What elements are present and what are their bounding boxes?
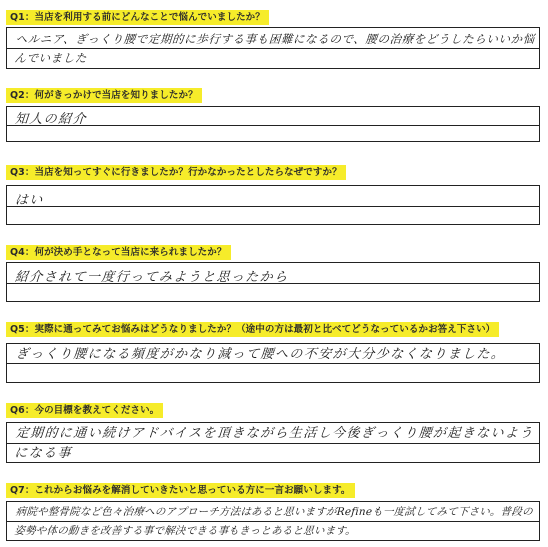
answer-1-box	[6, 27, 540, 69]
answer-7-box	[6, 501, 540, 541]
question-6-label: Q6：今の目標を教えてください。	[6, 403, 163, 418]
question-4-label: Q4：何が決め手となって当店に来られましたか？	[6, 245, 231, 260]
answer-5-box	[6, 343, 540, 383]
answer-3-box	[6, 185, 540, 225]
question-2-label: Q2：何がきっかけで当店を知りましたか？	[6, 88, 202, 103]
answer-6-box	[6, 422, 540, 463]
answer-6-line-1: 定期的に通い続けアドバイスを頂きながら生活し今後ぎっくり腰が起きないようになる事	[13, 426, 535, 461]
answer-2-box	[6, 106, 540, 142]
answer-3-line-1: はい	[14, 193, 45, 208]
answer-1-line-1: ヘルニア、ぎっくり腰で定期的に歩行する事も困難になるので、腰の治療をどうしたらいいか悩んでいました	[13, 32, 536, 65]
question-3-label: Q3：当店を知ってすぐに行きましたか？行かなかったとしたらなぜですか？	[6, 165, 346, 180]
answer-4-line-1: 紹介されて一度行ってみようと思ったから	[14, 270, 289, 285]
answer-4-box	[6, 262, 540, 302]
question-7-label: Q7：これからお悩みを解消していきたいと思っている方に一言お願いします。	[6, 483, 355, 498]
question-1-label: Q1：当店を利用する前にどんなことで悩んでいましたか？	[6, 10, 269, 25]
question-5-label: Q5：実際に通ってみてお悩みはどうなりましたか？（途中の方は最初と比べてどうなっているかお答え下さい）	[6, 322, 499, 337]
answer-7-line-1: 病院や整骨院など色々治療へのアプローチ方法はあると思いますがRefineも一度試してみて下さい。普段の姿勢や体の動きを改善する事で解決できる事もきっとあると思います。	[13, 506, 534, 537]
answer-5-line-1: ぎっくり腰になる頻度がかなり減って腰への不安が大分少なくなりました。	[15, 347, 506, 362]
answer-2-line-1: 知人の紹介	[14, 112, 88, 127]
